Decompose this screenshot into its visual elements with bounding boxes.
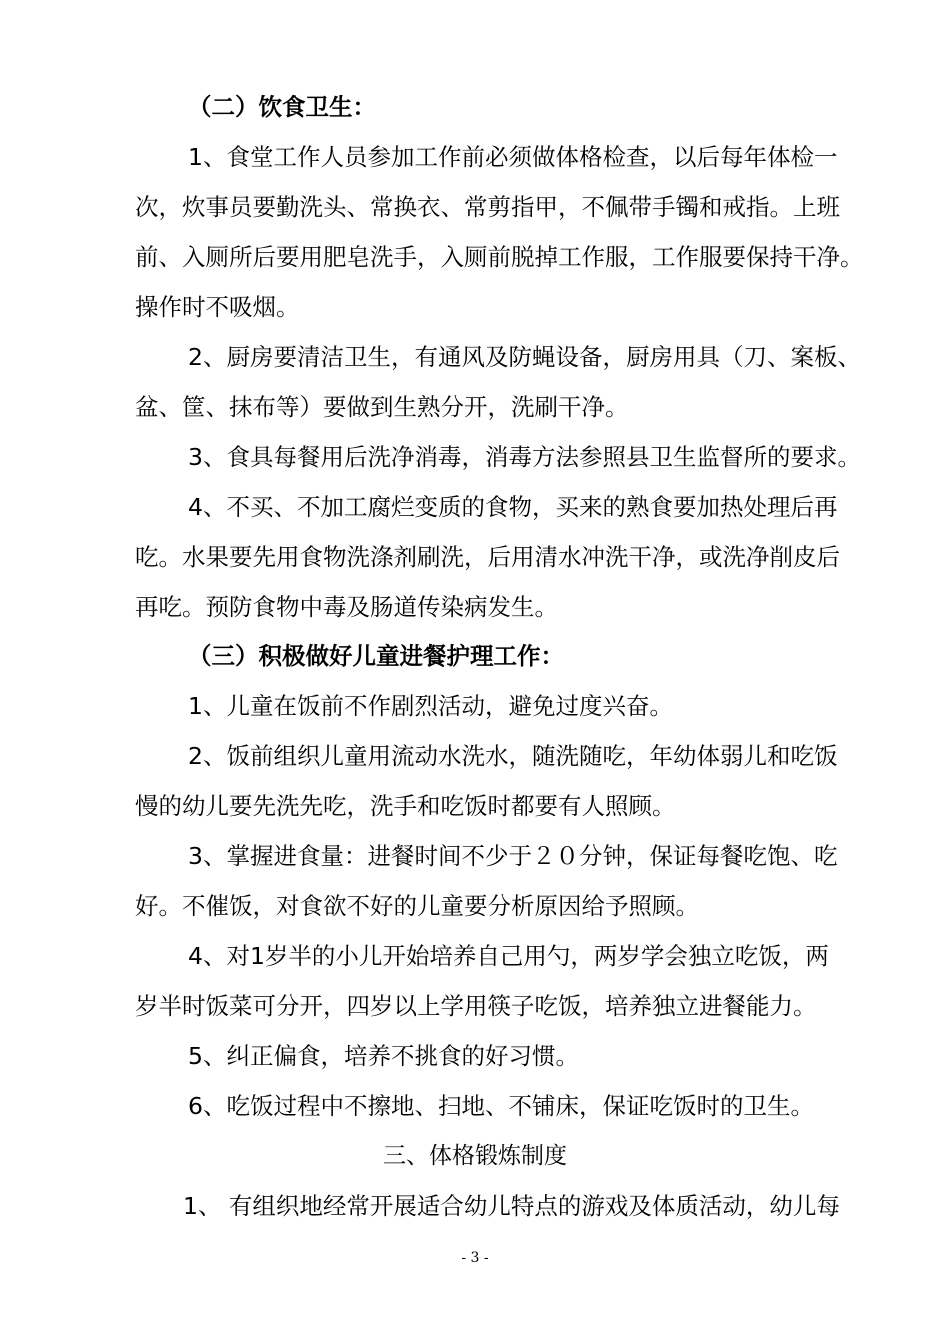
page-number: - 3 - [461,1250,489,1266]
paragraph-line: 前、入厕所后要用肥皂洗手，入厕前脱掉工作服，工作服要保持干净。 [135,243,864,271]
paragraph-line: 1、食堂工作人员参加工作前必须做体格检查，以后每年体检一 [188,143,838,171]
paragraph-line: 再吃。预防食物中毒及肠道传染病发生。 [135,593,558,621]
paragraph-line: 3、掌握进食量：进餐时间不少于２０分钟，保证每餐吃饱、吃 [188,842,838,870]
paragraph-line: 吃。水果要先用食物洗涤剂刷洗，后用清水冲洗干净，或洗净削皮后 [135,543,840,571]
section-heading-diet-hygiene: （二）饮食卫生： [188,93,376,121]
paragraph-line: 4、对1岁半的小儿开始培养自己用勺，两岁学会独立吃饭，两 [188,942,829,970]
paragraph-line: 1、儿童在饭前不作剧烈活动，避免过度兴奋。 [188,692,673,720]
section-title-physical-exercise: 三、体格锻炼制度 [383,1143,567,1169]
section-heading-meal-care: （三）积极做好儿童进餐护理工作： [188,642,564,670]
paragraph-line: 4、不买、不加工腐烂变质的食物，买来的熟食要加热处理后再 [188,493,838,521]
paragraph-line: 3、食具每餐用后洗净消毒，消毒方法参照县卫生监督所的要求。 [188,443,861,471]
paragraph-line: 好。不催饭，对食欲不好的儿童要分析原因给予照顾。 [135,892,699,920]
paragraph-line: 次，炊事员要勤洗头、常换衣、常剪指甲，不佩带手镯和戒指。上班 [135,193,840,221]
paragraph-line: 岁半时饭菜可分开，四岁以上学用筷子吃饭，培养独立进餐能力。 [135,992,817,1020]
paragraph-line: 5、纠正偏食，培养不挑食的好习惯。 [188,1042,579,1070]
paragraph-line: 2、饭前组织儿童用流动水洗水，随洗随吃，年幼体弱儿和吃饭 [188,742,838,770]
paragraph-line: 1、 有组织地经常开展适合幼儿特点的游戏及体质活动，幼儿每 [183,1192,840,1220]
paragraph-line: 操作时不吸烟。 [135,293,300,321]
paragraph-line: 6、吃饭过程中不擦地、扫地、不铺床，保证吃饭时的卫生。 [188,1092,814,1120]
paragraph-line: 盆、筐、抹布等）要做到生熟分开，洗刷干净。 [135,393,629,421]
paragraph-line: 2、厨房要清洁卫生，有通风及防蝇设备，厨房用具（刀、案板、 [188,343,861,371]
paragraph-line: 慢的幼儿要先洗先吃，洗手和吃饭时都要有人照顾。 [135,792,676,820]
